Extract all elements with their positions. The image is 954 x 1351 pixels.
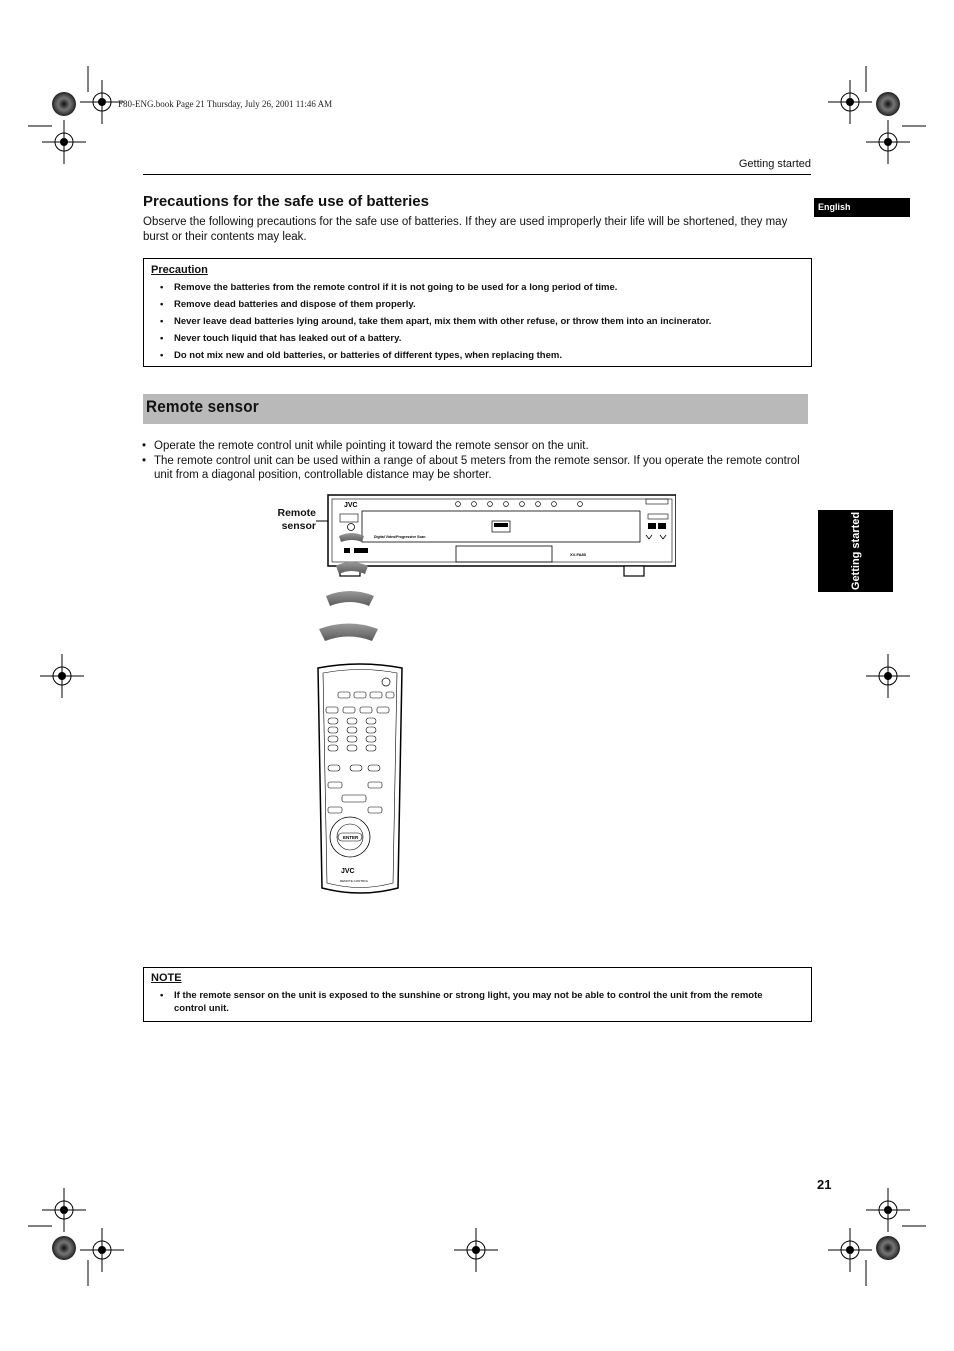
list-item: • Remove the batteries from the remote control if it is not going to be used for a long period of time. [158,280,711,297]
page-number: 21 [817,1177,832,1192]
remote-caption: REMOTE CONTROL [340,879,369,883]
list-item: • If the remote sensor on the unit is exposed to the sunshine or strong light, you may not be able to control the unit from the remote control unit. [158,989,797,1015]
infrared-beam [314,528,404,648]
book-info-line: F80-ENG.book Page 21 Thursday, July 26, 2001 11:46 AM [118,99,333,109]
list-item: • Do not mix new and old batteries, or batteries of different types, when replacing them. [158,348,711,365]
section-banner [143,394,808,424]
list-item: • Never leave dead batteries lying around, take them apart, mix them with other refuse, or throw them into an incinerator. [158,314,711,331]
section-title: Remote sensor [146,397,259,416]
brand-logo: JVC [344,502,358,509]
precautions-heading: Precautions for the safe use of batteries [143,193,429,210]
remote-control-illustration [310,662,410,902]
color-target-icon [876,1236,900,1260]
list-item: • Never touch liquid that has leaked out of a battery. [158,331,711,348]
remote-sensor-bullets [142,439,802,483]
unit-tagline: Digital Video/Progressive Scan [374,535,426,539]
running-header: Getting started [738,158,811,170]
remote-sensor-callout: Remote sensor [277,507,316,532]
note-box [143,967,812,1022]
precautions-intro: Observe the following precautions for the safe use of batteries. If they are used improperly their life will be shortened, they may burst or their contents may leak. [143,216,788,243]
list-item: • Operate the remote control unit while pointing it toward the remote sensor on the unit. [142,439,802,454]
language-tab: English [814,198,910,217]
chapter-tab-label: Getting started [849,511,862,591]
chapter-tab [818,510,893,592]
list-item: • The remote control unit can be used within a range of about 5 meters from the remote sensor. If you operate the remote control unit from a diagonal position, controllable distance may be shorter. [142,454,802,483]
header-rule [143,174,811,175]
color-target-icon [876,92,900,116]
unit-model: XV-FA80 [570,552,587,557]
precaution-box [143,258,812,367]
note-title: NOTE [151,972,182,984]
precaution-box-title: Precaution [151,264,208,276]
color-target-icon [52,1236,76,1260]
precaution-list [158,280,711,365]
color-target-icon [52,92,76,116]
list-item: • Remove dead batteries and dispose of them properly. [158,297,711,314]
note-list [158,989,797,1015]
enter-button: ENTER [343,835,359,840]
remote-brand-logo: JVC [341,868,355,875]
